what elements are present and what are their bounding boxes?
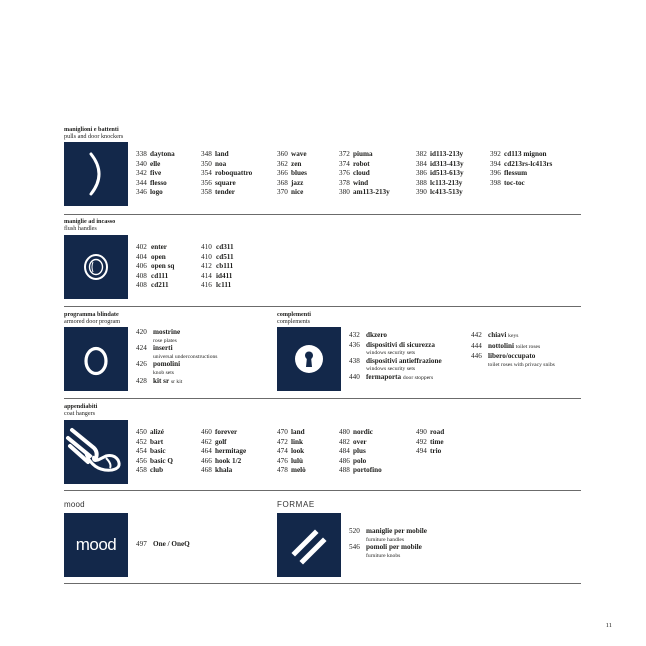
list-item: [349, 331, 442, 341]
item-name: wave: [291, 150, 307, 158]
item-code: 396: [490, 169, 501, 178]
list-item: [136, 457, 173, 467]
page-number: 11: [605, 622, 612, 629]
item-code: 482: [339, 437, 350, 446]
item-name: lc111: [216, 281, 232, 290]
list-item: [277, 160, 307, 170]
item-code: 476: [277, 456, 288, 465]
list-item: [201, 160, 252, 170]
item-code: 492: [416, 437, 427, 446]
item-code: 378: [339, 178, 350, 187]
list-item: [201, 262, 234, 272]
list-item: [201, 150, 252, 160]
item-code: 370: [277, 188, 288, 197]
item-code: 470: [277, 428, 288, 436]
item-name: cd511: [216, 252, 234, 261]
item-code: 464: [201, 447, 212, 456]
item-name: wind: [353, 178, 369, 187]
item-subtitle: keys: [508, 333, 519, 339]
item-name: time: [430, 437, 444, 446]
item-code: 338: [136, 150, 147, 158]
list-item: [339, 160, 390, 170]
item-code: 420: [136, 328, 147, 336]
rose-plate-icon: [64, 327, 128, 391]
mood-brand-logo: mood: [64, 500, 85, 509]
list-item: [201, 457, 246, 467]
item-code: 394: [490, 159, 501, 168]
item-code: 342: [136, 169, 147, 178]
list-item: [136, 360, 217, 370]
item-name: bart: [150, 437, 164, 446]
hanger-tile: [64, 420, 128, 484]
list-item: [136, 150, 175, 160]
list-item: [201, 243, 234, 253]
list-item: [416, 428, 444, 438]
list-item: [136, 281, 174, 291]
item-code: 398: [490, 178, 501, 187]
list-item: [277, 188, 307, 198]
list-item: [339, 438, 382, 448]
item-code: 462: [201, 437, 212, 446]
item-name: cd311: [216, 243, 234, 251]
list-item: [349, 341, 442, 351]
item-code: 472: [277, 437, 288, 446]
item-code: 362: [277, 159, 288, 168]
coat-hook-icon: [64, 420, 128, 484]
flush-handle-icon: [64, 235, 128, 299]
item-code: 346: [136, 188, 147, 197]
item-name: open sq: [151, 262, 175, 271]
item-name: hermitage: [215, 447, 247, 456]
item-code: 410: [201, 243, 212, 251]
item-name: link: [291, 437, 303, 446]
item-code: 408: [136, 271, 147, 280]
item-code: 452: [136, 437, 147, 446]
pull-handle-tile: [64, 142, 128, 206]
item-code: 426: [136, 360, 147, 369]
armored-tile: [64, 327, 128, 391]
item-name: portofino: [353, 466, 382, 475]
item-subtitle: sr kit: [170, 378, 183, 385]
item-name: over: [353, 437, 367, 446]
item-code: 414: [201, 271, 212, 280]
mood-tile: [64, 513, 128, 577]
item-code: 408: [136, 281, 147, 290]
list-item: [277, 179, 307, 189]
list-item: [416, 150, 464, 160]
item-subtitle: furniture handles: [366, 536, 405, 543]
item-code: 348: [201, 150, 212, 158]
item-name: fermaporta: [366, 372, 402, 381]
item-name: mostrine: [153, 328, 181, 336]
list-column: [201, 150, 252, 198]
item-code: 546: [349, 543, 360, 552]
item-name: id313-413y: [430, 159, 464, 168]
item-code: 478: [277, 466, 288, 475]
list-item: [136, 438, 173, 448]
list-item: [277, 466, 306, 476]
item-name: cd111: [151, 271, 169, 280]
list-item: [136, 377, 217, 388]
item-name: lulù: [291, 456, 303, 465]
item-name: am113-213y: [353, 188, 390, 197]
item-name: dispositivi antieffrazione: [366, 356, 442, 365]
section-title-armored: programma blindate armored door program: [64, 311, 121, 326]
list-item: [201, 188, 252, 198]
list-column: [201, 428, 246, 476]
item-name: lc413-513y: [430, 188, 463, 197]
item-code: 340: [136, 159, 147, 168]
list-item: [136, 160, 175, 170]
item-name: land: [215, 150, 229, 158]
item-name: nordic: [353, 428, 373, 436]
item-code: 344: [136, 178, 147, 187]
list-column: [339, 150, 390, 198]
list-item: [136, 253, 174, 263]
item-name: flesso: [150, 178, 167, 187]
item-code: 480: [339, 428, 350, 436]
list-column: [136, 428, 173, 476]
item-code: 366: [277, 169, 288, 178]
item-code: 468: [201, 466, 212, 475]
item-name: cloud: [353, 169, 370, 178]
section-divider: [64, 306, 581, 307]
list-column: [136, 243, 174, 291]
item-name: square: [215, 178, 236, 187]
list-item: [471, 352, 555, 362]
item-name: logo: [150, 188, 163, 197]
item-code: 488: [339, 466, 350, 475]
item-name: inserti: [153, 344, 173, 353]
item-code: 424: [136, 344, 147, 353]
item-subtitle: toilet roses: [515, 343, 541, 350]
item-name: tender: [215, 188, 235, 197]
furniture-handle-icon: [277, 513, 341, 577]
item-code: 350: [201, 159, 212, 168]
list-item: [201, 179, 252, 189]
item-code: 360: [277, 150, 288, 158]
item-name: khala: [215, 466, 233, 475]
section-divider: [64, 490, 581, 491]
item-name: enter: [151, 243, 167, 251]
item-list: [136, 328, 217, 387]
list-item: [277, 150, 307, 160]
mood-tile-logo: mood: [75, 535, 117, 554]
section-divider: [64, 398, 581, 399]
item-name: club: [150, 466, 164, 475]
item-name: melò: [291, 466, 306, 475]
item-name: zen: [291, 159, 302, 168]
list-item: [136, 188, 175, 198]
item-list: [136, 540, 190, 550]
list-item: [201, 272, 234, 282]
list-item: [339, 188, 390, 198]
item-subtitle: knob sets: [153, 369, 174, 376]
list-item: [136, 428, 173, 438]
item-name: lc113-213y: [430, 178, 463, 187]
list-item: [416, 179, 464, 189]
list-item: [490, 169, 552, 179]
list-item: [471, 331, 555, 342]
list-item: [136, 243, 174, 253]
list-item: [349, 373, 442, 384]
item-name: roboquattro: [215, 169, 253, 178]
item-name: polo: [353, 456, 367, 465]
list-column: [339, 428, 382, 476]
complements-tile: [277, 327, 341, 391]
item-code: 380: [339, 188, 350, 197]
item-name: plus: [353, 447, 366, 456]
list-item: [201, 438, 246, 448]
item-name: cd211: [151, 281, 169, 290]
item-code: 474: [277, 447, 288, 456]
item-name: chiavi: [488, 331, 507, 339]
item-name: land: [291, 428, 305, 436]
keyhole-icon: [277, 327, 341, 391]
item-name: road: [430, 428, 445, 436]
list-item: [416, 438, 444, 448]
item-code: 440: [349, 372, 360, 381]
item-name: piuma: [353, 150, 373, 158]
list-item: [201, 466, 246, 476]
list-item: [136, 272, 174, 282]
item-code: 354: [201, 169, 212, 178]
list-item: [339, 447, 382, 457]
section-title-complements: complementi complements: [277, 311, 312, 326]
list-column: [416, 428, 444, 457]
item-name: kit sr: [153, 376, 170, 385]
item-code: 458: [136, 466, 147, 475]
list-column: [136, 150, 175, 198]
section-title-hangers: appendiabiti coat hangers: [64, 403, 98, 418]
list-item: [339, 428, 382, 438]
item-subtitle: windows security sets: [366, 366, 416, 373]
item-name: id411: [216, 271, 233, 280]
item-code: 376: [339, 169, 350, 178]
item-code: 416: [201, 281, 212, 290]
list-item: [349, 543, 427, 553]
item-code: 442: [471, 331, 482, 339]
list-item: [416, 169, 464, 179]
item-code: 402: [136, 243, 147, 251]
item-code: 444: [471, 341, 482, 350]
list-item: [339, 466, 382, 476]
item-code: 358: [201, 188, 212, 197]
item-code: 466: [201, 456, 212, 465]
item-name: elle: [150, 159, 161, 168]
list-item: [339, 457, 382, 467]
formae-tile: [277, 513, 341, 577]
list-item: [201, 169, 252, 179]
item-name: basic Q: [150, 456, 173, 465]
list-item: [201, 428, 246, 438]
item-code: 372: [339, 150, 350, 158]
list-item: [136, 328, 217, 338]
item-name: pomoli per mobile: [366, 543, 422, 552]
list-item: [201, 253, 234, 263]
item-name: dispositivi di sicurezza: [366, 340, 435, 349]
list-item: [490, 160, 552, 170]
item-name: libero/occupato: [488, 352, 536, 361]
list-item: [277, 438, 306, 448]
list-item: [416, 160, 464, 170]
item-code: 386: [416, 169, 427, 178]
item-list: [349, 527, 427, 559]
section-divider: [64, 214, 581, 215]
item-name: five: [150, 169, 162, 178]
list-column: [277, 428, 306, 476]
list-item: [136, 466, 173, 476]
item-code: 368: [277, 178, 288, 187]
item-code: 450: [136, 428, 147, 436]
list-item: [339, 150, 390, 160]
item-subtitle: furniture knobs: [366, 552, 401, 559]
item-subtitle: door stoppers: [402, 374, 434, 381]
item-subtitle: toilet roses with privacy snibs: [488, 361, 555, 368]
item-name: cd213rs-lc413rs: [504, 159, 553, 168]
item-code: 432: [349, 331, 360, 339]
list-column: [490, 150, 552, 188]
item-list: [349, 331, 442, 384]
list-item: [416, 447, 444, 457]
section-title-flush: maniglie ad incasso flush handles: [64, 218, 116, 233]
list-item: [490, 150, 552, 160]
item-code: 456: [136, 456, 147, 465]
list-item: [136, 344, 217, 354]
item-subtitle: windows security sets: [366, 350, 416, 357]
list-column: [201, 243, 234, 291]
item-code: 374: [339, 159, 350, 168]
item-code: 410: [201, 252, 212, 261]
item-code: 384: [416, 159, 427, 168]
item-name: pomolini: [153, 360, 181, 369]
item-name: jazz: [291, 178, 304, 187]
item-name: open: [151, 252, 166, 261]
item-subtitle: rose plates: [153, 337, 177, 344]
item-code: 494: [416, 447, 427, 456]
item-name: dkzero: [366, 331, 388, 339]
item-code: 446: [471, 352, 482, 361]
item-code: 428: [136, 376, 147, 385]
item-name: id513-613y: [430, 169, 464, 178]
list-item: [277, 447, 306, 457]
list-item: [136, 169, 175, 179]
item-code: 382: [416, 150, 427, 158]
item-code: 404: [136, 252, 147, 261]
item-code: 490: [416, 428, 427, 436]
item-name: One / OneQ: [153, 540, 190, 548]
list-item: [339, 179, 390, 189]
item-name: robot: [353, 159, 370, 168]
item-code: 484: [339, 447, 350, 456]
list-item: [201, 447, 246, 457]
item-name: maniglie per mobile: [366, 527, 427, 535]
list-item: [339, 169, 390, 179]
item-code: 356: [201, 178, 212, 187]
item-code: 436: [349, 340, 360, 349]
list-item: [136, 262, 174, 272]
item-code: 486: [339, 456, 350, 465]
item-name: forever: [215, 428, 238, 436]
list-item: [277, 428, 306, 438]
flush-handle-tile: [64, 235, 128, 299]
item-code: 454: [136, 447, 147, 456]
item-name: look: [291, 447, 305, 456]
item-name: basic: [150, 447, 166, 456]
formae-brand-logo: FORMAE: [277, 500, 315, 509]
item-list: [471, 331, 555, 368]
list-item: [277, 457, 306, 467]
list-item: [277, 169, 307, 179]
list-item: [416, 188, 464, 198]
item-name: noa: [215, 159, 227, 168]
item-code: 390: [416, 188, 427, 197]
list-column: [416, 150, 464, 198]
item-name: id113-213y: [430, 150, 464, 158]
item-name: golf: [215, 437, 227, 446]
item-name: nottolini: [488, 341, 514, 350]
item-code: 392: [490, 150, 501, 158]
list-item: [136, 447, 173, 457]
pull-handle-icon: [64, 142, 128, 206]
item-code: 388: [416, 178, 427, 187]
list-item: [201, 281, 234, 291]
item-code: 406: [136, 262, 147, 271]
list-item: [349, 527, 427, 537]
item-name: trio: [430, 447, 442, 456]
list-item: [136, 540, 190, 550]
list-item: [136, 179, 175, 189]
item-code: 497: [136, 540, 147, 548]
item-name: alizé: [150, 428, 164, 436]
list-item: [490, 179, 552, 189]
item-name: blues: [291, 169, 307, 178]
item-code: 520: [349, 527, 360, 535]
item-name: cd113 mignon: [504, 150, 547, 158]
section-title-pulls: maniglioni e battenti pulls and door knockers: [64, 126, 124, 141]
item-code: 412: [201, 262, 212, 271]
item-name: cb111: [216, 262, 234, 271]
item-name: toc-toc: [504, 178, 525, 187]
item-name: nice: [291, 188, 304, 197]
list-item: [471, 342, 555, 353]
item-code: 438: [349, 356, 360, 365]
item-name: daytona: [150, 150, 175, 158]
list-column: [277, 150, 307, 198]
item-subtitle: universal underconstructions: [153, 353, 218, 360]
item-name: hook 1/2: [215, 456, 242, 465]
item-code: 460: [201, 428, 212, 436]
list-item: [349, 357, 442, 367]
section-divider: [64, 583, 581, 584]
item-name: flessum: [504, 169, 528, 178]
